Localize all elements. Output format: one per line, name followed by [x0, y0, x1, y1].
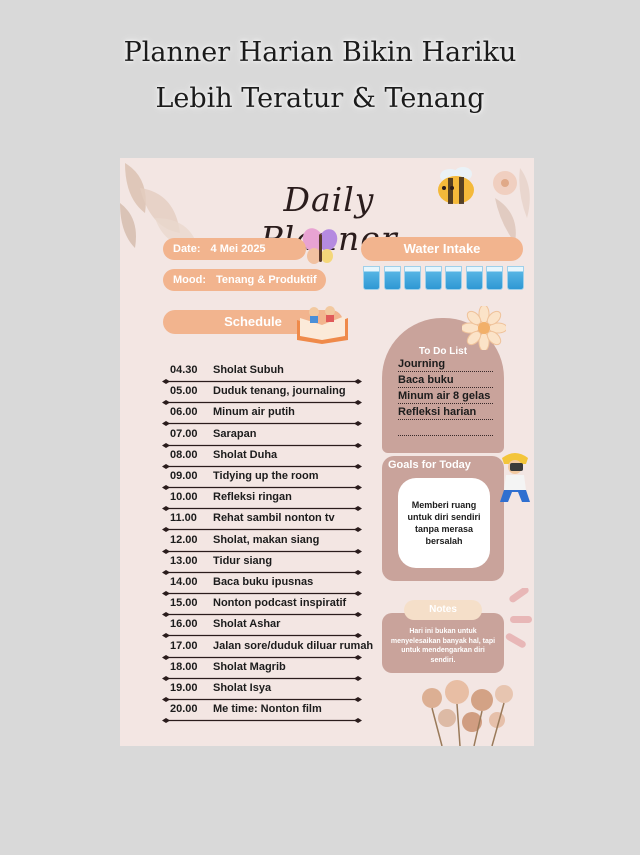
schedule-row	[170, 468, 380, 489]
planner-sheet	[120, 158, 534, 746]
todo-item: Baca buku	[398, 374, 493, 388]
schedule-row	[170, 362, 380, 383]
page-title-line-1: Planner Harian Bikin Hariku	[123, 37, 517, 68]
water-glass-icon	[425, 266, 442, 290]
notes-text: Hari ini bukan untuk menyelesaikan banyak hal, tapi untuk mendengarkan diri sendiri.	[390, 628, 496, 664]
schedule-time: 07.00	[170, 427, 198, 440]
schedule-row	[170, 680, 380, 701]
schedule-activity: Refleksi ringan	[213, 491, 292, 504]
book-icon	[292, 306, 354, 344]
schedule-activity: Minum air putih	[213, 406, 295, 419]
schedule-row	[170, 659, 380, 680]
planner-title: Daily	[283, 180, 375, 219]
mood-value: Tenang & Produktif	[215, 274, 317, 286]
water-glass-icon	[507, 266, 524, 290]
schedule-time: 18.00	[170, 660, 198, 673]
schedule-activity: Duduk tenang, journaling	[213, 385, 346, 398]
schedule-activity: Baca buku ipusnas	[213, 576, 314, 588]
schedule-activity: Sholat, makan siang	[213, 533, 320, 546]
todo-item: Journing	[398, 358, 493, 372]
schedule-time: 08.00	[170, 448, 198, 461]
butterfly-icon	[300, 226, 340, 266]
schedule-row	[170, 426, 380, 447]
schedule-time: 10.00	[170, 491, 198, 504]
schedule-row	[170, 553, 380, 574]
page-title	[0, 30, 640, 122]
daisy-icon	[462, 306, 506, 350]
dried-flowers-icon	[412, 678, 524, 746]
schedule-row	[170, 616, 380, 637]
water-glass-icon	[384, 266, 401, 290]
todo-item: Minum air 8 gelas	[398, 390, 493, 404]
schedule-activity: Rehat sambil nonton tv	[213, 512, 335, 525]
water-glass-icon	[486, 266, 503, 290]
schedule-row	[170, 574, 380, 595]
schedule-time: 14.00	[170, 576, 198, 588]
schedule-row	[170, 595, 380, 616]
schedule-activity: Sholat Subuh	[213, 364, 284, 376]
water-glass-icon	[466, 266, 483, 290]
schedule-activity: Me time: Nonton film	[213, 703, 322, 716]
schedule-row	[170, 383, 380, 404]
schedule-activity: Sholat Magrib	[213, 660, 286, 673]
mood-label: Mood:	[173, 274, 206, 286]
notes-title: Notes	[404, 600, 482, 620]
page-title-line-2: Lebih Teratur & Tenang	[155, 83, 485, 114]
schedule-time: 16.00	[170, 618, 198, 631]
schedule-row	[170, 532, 380, 553]
schedule-time: 04.30	[170, 364, 198, 376]
schedule-row	[170, 510, 380, 531]
todo-title: To Do List	[418, 346, 468, 357]
schedule-row	[170, 447, 380, 468]
schedule-activity: Sholat Isya	[213, 682, 272, 694]
schedule-activity: Sholat Ashar	[213, 618, 281, 631]
schedule-row	[170, 701, 380, 722]
goals-text: Memberi ruang untuk diri sendiri tanpa merasa bersalah	[398, 478, 490, 568]
mood-field	[163, 269, 326, 291]
schedule-divider	[162, 718, 362, 723]
water-glass-icon	[404, 266, 421, 290]
schedule-time: 06.00	[170, 406, 198, 419]
schedule-time: 13.00	[170, 554, 198, 567]
schedule-label: Schedule	[163, 310, 343, 334]
schedule-activity: Sholat Duha	[213, 448, 278, 461]
sun-rays-icon	[502, 588, 534, 648]
schedule-time: 09.00	[170, 470, 198, 482]
schedule-time: 11.00	[170, 512, 197, 525]
schedule-row	[170, 404, 380, 425]
schedule-time: 20.00	[170, 703, 198, 716]
schedule-activity: Nonton podcast inspiratif	[213, 597, 347, 610]
schedule-time: 15.00	[170, 597, 198, 610]
schedule-activity: Tidying up the room	[213, 470, 319, 482]
schedule-row	[170, 638, 380, 659]
todo-item	[398, 422, 493, 436]
photographer-icon	[496, 450, 534, 504]
water-glass-icon	[445, 266, 462, 290]
schedule-activity: Sarapan	[213, 427, 257, 440]
water-glass-icon	[363, 266, 380, 290]
schedule-time: 19.00	[170, 682, 198, 694]
schedule-time: 17.00	[170, 639, 198, 652]
date-field	[163, 238, 306, 260]
schedule-time: 05.00	[170, 385, 198, 398]
date-label: Date:	[173, 243, 201, 255]
schedule-activity: Tidur siang	[213, 554, 273, 567]
todo-item: Refleksi harian	[398, 406, 493, 420]
water-intake-label: Water Intake	[361, 237, 523, 261]
todo-list	[398, 358, 493, 438]
schedule-time: 12.00	[170, 533, 198, 546]
goals-title: Goals for Today	[388, 459, 471, 471]
schedule-activity: Jalan sore/duduk diluar rumah	[213, 639, 374, 652]
date-value: 4 Mei 2025	[210, 243, 266, 255]
schedule-row	[170, 489, 380, 510]
